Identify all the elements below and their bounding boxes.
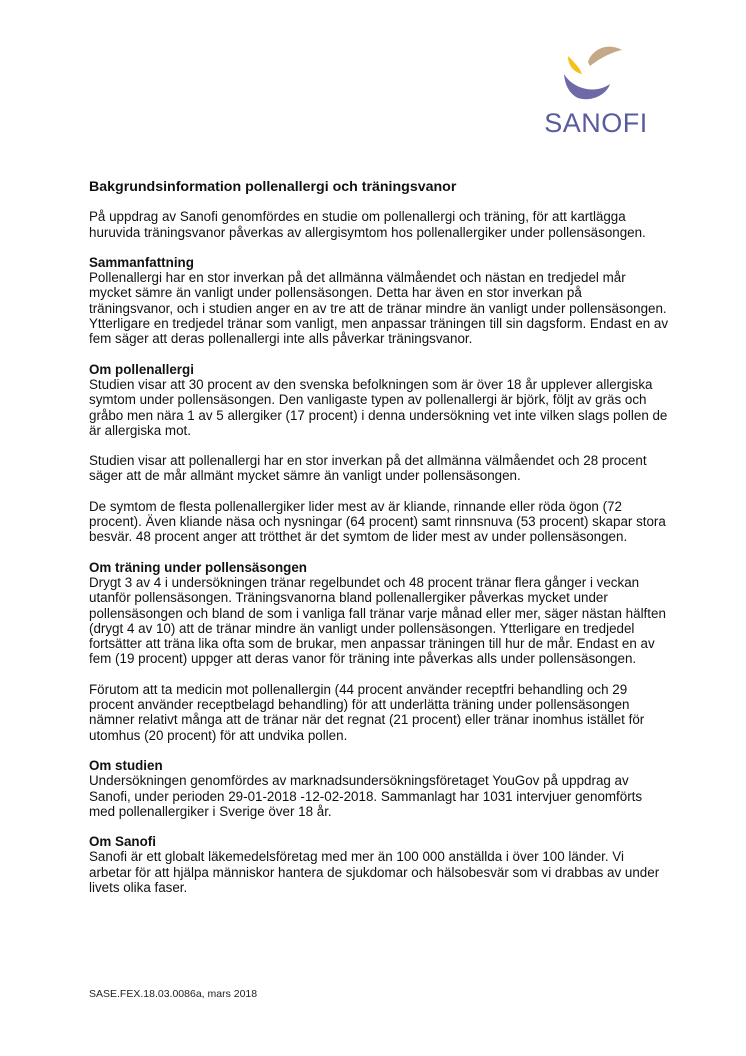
section-paragraph: Drygt 3 av 4 i undersökningen tränar regelbundet och 48 procent tränar flera gånger i veckan utanför pollensäsongen. Träningsvanorna bland pollenallergiker påverkas mycket under pollensäsongen och bland de som i vanliga fall tränar varje månad eller mer, säger nästan hälften (drygt 4 av 10) att de tränar mindre än vanligt under pollensäsongen. Ytterligare en tredjedel fortsätter att träna lika ofta som de brukar, men anpassar träningen till hur de mår. Endast en av fem (19 procent) uppger att deras vanor för träning inte påverkas alls under pollensäsongen. <box>89 574 666 667</box>
section-heading: Om träning under pollensäsongen <box>89 559 307 575</box>
section-om-pollenallergi <box>89 362 669 545</box>
section-heading: Sammanfattning <box>89 254 194 270</box>
section-paragraph: Undersökningen genomfördes av marknadsundersökningsföretaget YouGov på uppdrag av Sanofi, under perioden 29-01-2018 -12-02-2018. Sammanlagt har 1031 intervjuer genomförts med pollenallergiker i Sverige över 18 år. <box>89 773 643 819</box>
sanofi-logo <box>538 44 654 138</box>
section-om-traning <box>89 560 669 743</box>
section-paragraph: De symtom de flesta pollenallergiker lider mest av är kliande, rinnande eller röda ögon (72 procent). Även kliande näsa och nysningar (64 procent) samt rinnsnuva (53 procent) skapar stora besvär. 48 procent anger att trötthet är det symtom de lider mest av under pollensäsongen. <box>89 498 666 545</box>
section-paragraph: Förutom att ta medicin mot pollenallergin (44 procent använder receptfri behandling och 29 procent använder receptbelagd behandling) för att underlätta träning under pollensäsongen nämner relativt många att de tränar när det regnat (21 procent) eller tränar inomhus istället för utomhus (20 procent) för att undvika pollen. <box>89 681 645 743</box>
document-body <box>89 180 669 910</box>
document-title: Bakgrundsinformation pollenallergi och träningsvanor <box>89 179 457 195</box>
logo-leaf-tan <box>588 47 622 66</box>
logo-leaf-yellow <box>568 56 582 74</box>
section-paragraph: Sanofi är ett globalt läkemedelsföretag med mer än 100 000 anställda i över 100 länder. Vi arbetar för att hjälpa människor hantera de sjukdomar och hälsobesvär som vi drabbas av under livets olika faser. <box>89 849 660 895</box>
section-paragraph: Studien visar att 30 procent av den svenska befolkningen som är över 18 år upplever allergiska symtom under pollensäsongen. Den vanligaste typen av pollenallergi är björk, följt av gräs och gråbo men nära 1 av 5 allergiker (17 procent) i denna undersökning vet inte vilken slags pollen de är allergiska mot. <box>89 376 668 438</box>
document-footer-code: SASE.FEX.18.03.0086a, mars 2018 <box>89 988 258 1000</box>
section-om-studien <box>89 758 669 819</box>
section-heading: Om studien <box>89 757 163 773</box>
intro-paragraph: På uppdrag av Sanofi genomfördes en studie om pollenallergi och träning, för att kartlägga huruvida träningsvanor påverkas av allergisymtom hos pollenallergiker under pollensäsongen. <box>89 209 646 240</box>
logo-wordmark: SANOFI <box>544 108 648 138</box>
sanofi-bird-icon <box>560 44 632 106</box>
section-heading: Om pollenallergi <box>89 361 194 377</box>
section-om-sanofi <box>89 834 669 895</box>
logo-leaf-purple <box>564 74 610 99</box>
section-paragraph: Pollenallergi har en stor inverkan på det allmänna välmåendet och nästan en tredjedel mår mycket sämre än vanligt under pollensäsongen. Detta har även en stor inverkan på träningsvanor, och i studien anger en av tre att de tränar mindre än vanligt under pollensäsongen. Ytterligare en tredjedel tränar som vanligt, men anpassar träningen till sin dagsform. Endast en av fem säger att deras pollenallergi inte alls påverkar träningsvanor. <box>89 270 669 347</box>
section-paragraph: Studien visar att pollenallergi har en stor inverkan på det allmänna välmåendet och 28 procent säger att de mår allmänt mycket sämre än vanligt under pollensäsongen. <box>89 453 647 484</box>
section-sammanfattning <box>89 255 669 347</box>
section-heading: Om Sanofi <box>89 834 156 850</box>
